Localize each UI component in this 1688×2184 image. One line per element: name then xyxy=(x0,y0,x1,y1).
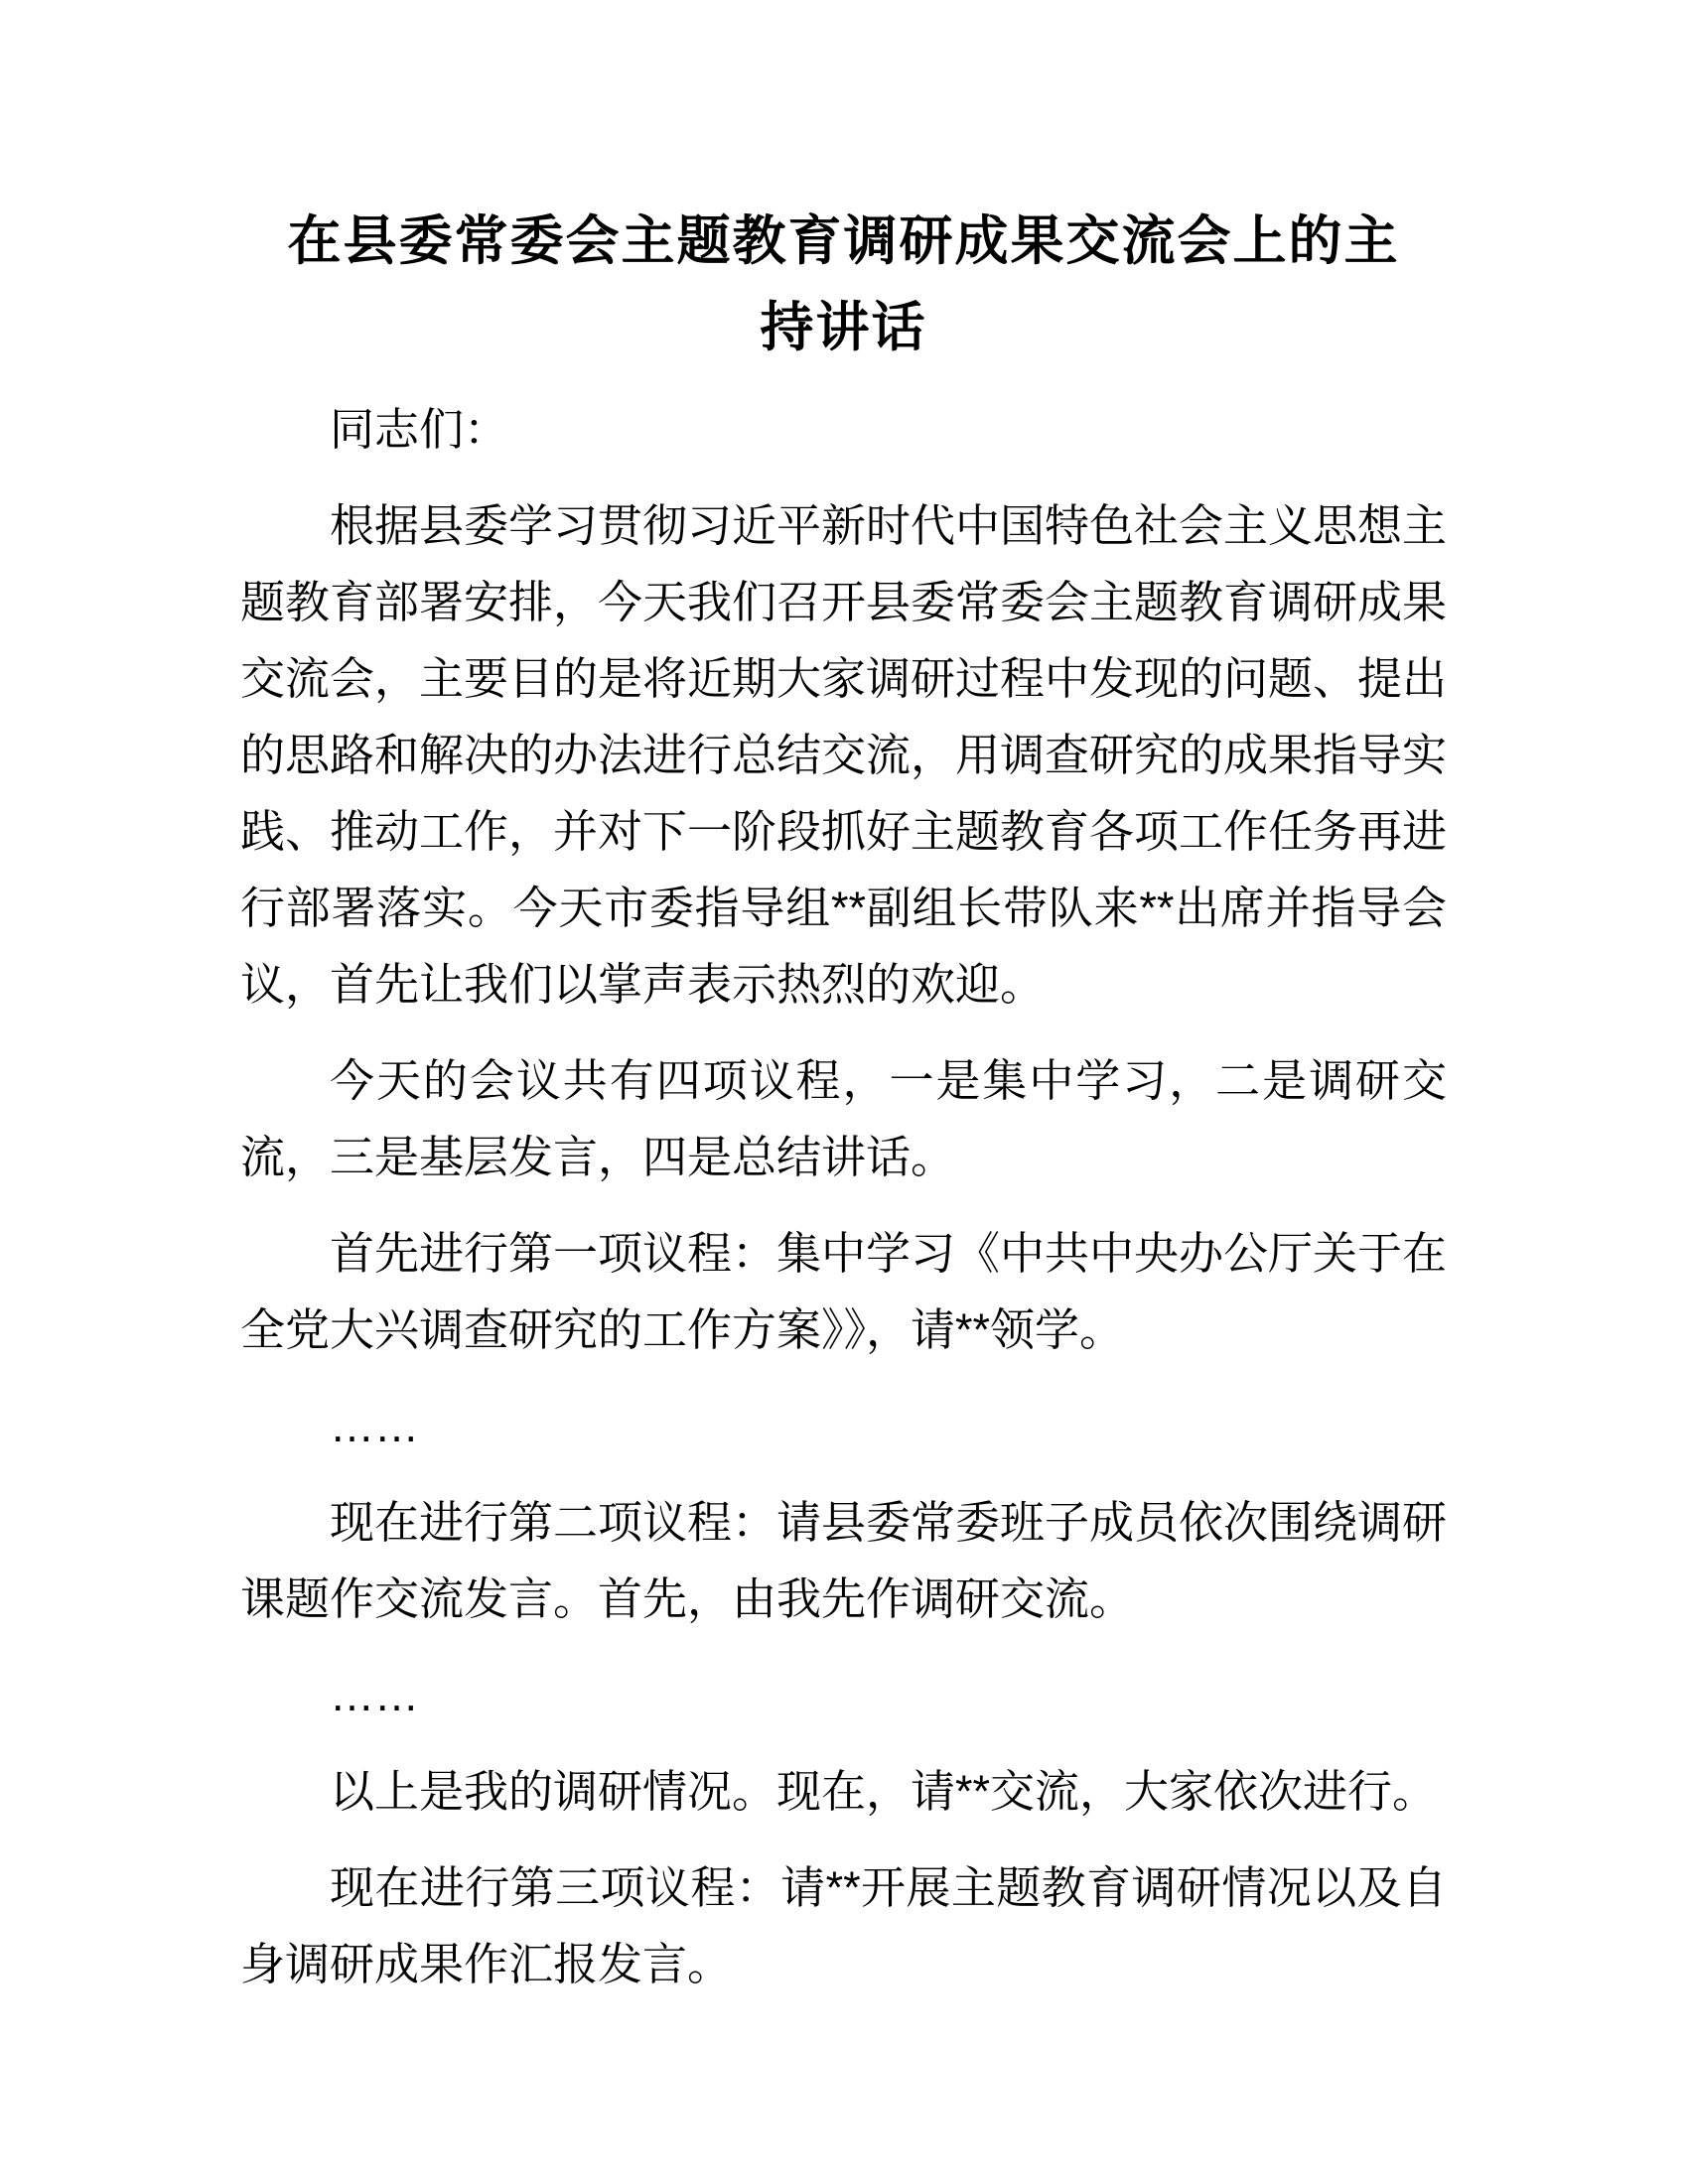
paragraph-agenda-item-3: 现在进行第三项议程：请**开展主题教育调研情况以及自身调研成果作汇报发言。 xyxy=(240,1862,1447,1989)
document-title xyxy=(240,199,1447,371)
document-body xyxy=(240,391,1447,2002)
title-line-2: 持讲话 xyxy=(760,298,927,357)
paragraph-agenda-overview: 今天的会议共有四项议程，一是集中学习，二是调研交流，三是基层发言，四是总结讲话。 xyxy=(240,1055,1447,1182)
paragraph-salutation: 同志们： xyxy=(330,404,509,455)
paragraph-opening: 根据县委学习贯彻习近平新时代中国特色社会主义思想主题教育部署安排，今天我们召开县委常委会主题教育调研成果交流会，主要目的是将近期大家调研过程中发现的问题、提出的思路和解决的办法进行总结交流，用调查研究的成果指导实践、推动工作，并对下一阶段抓好主题教育各项工作任务再进行部署落实。今天市委指导组**副组长带队来**出席并指导会议，首先让我们以掌声表示热烈的欢迎。 xyxy=(240,500,1448,1010)
title-line-1: 在县委常委会主题教育调研成果交流会上的主 xyxy=(287,211,1400,271)
paragraph-ellipsis-2: …… xyxy=(330,1670,419,1720)
paragraph-handover: 以上是我的调研情况。现在，请**交流，大家依次进行。 xyxy=(330,1766,1438,1817)
paragraph-agenda-item-1: 首先进行第一项议程：集中学习《中共中央办公厅关于在全党大兴调查研究的工作方案》》，请**领学。 xyxy=(240,1228,1448,1355)
paragraph-agenda-item-2: 现在进行第二项议程：请县委常委班子成员依次围绕调研课题作交流发言。首先，由我先作调研交流。 xyxy=(240,1497,1448,1624)
paragraph-ellipsis-1: …… xyxy=(330,1401,419,1451)
